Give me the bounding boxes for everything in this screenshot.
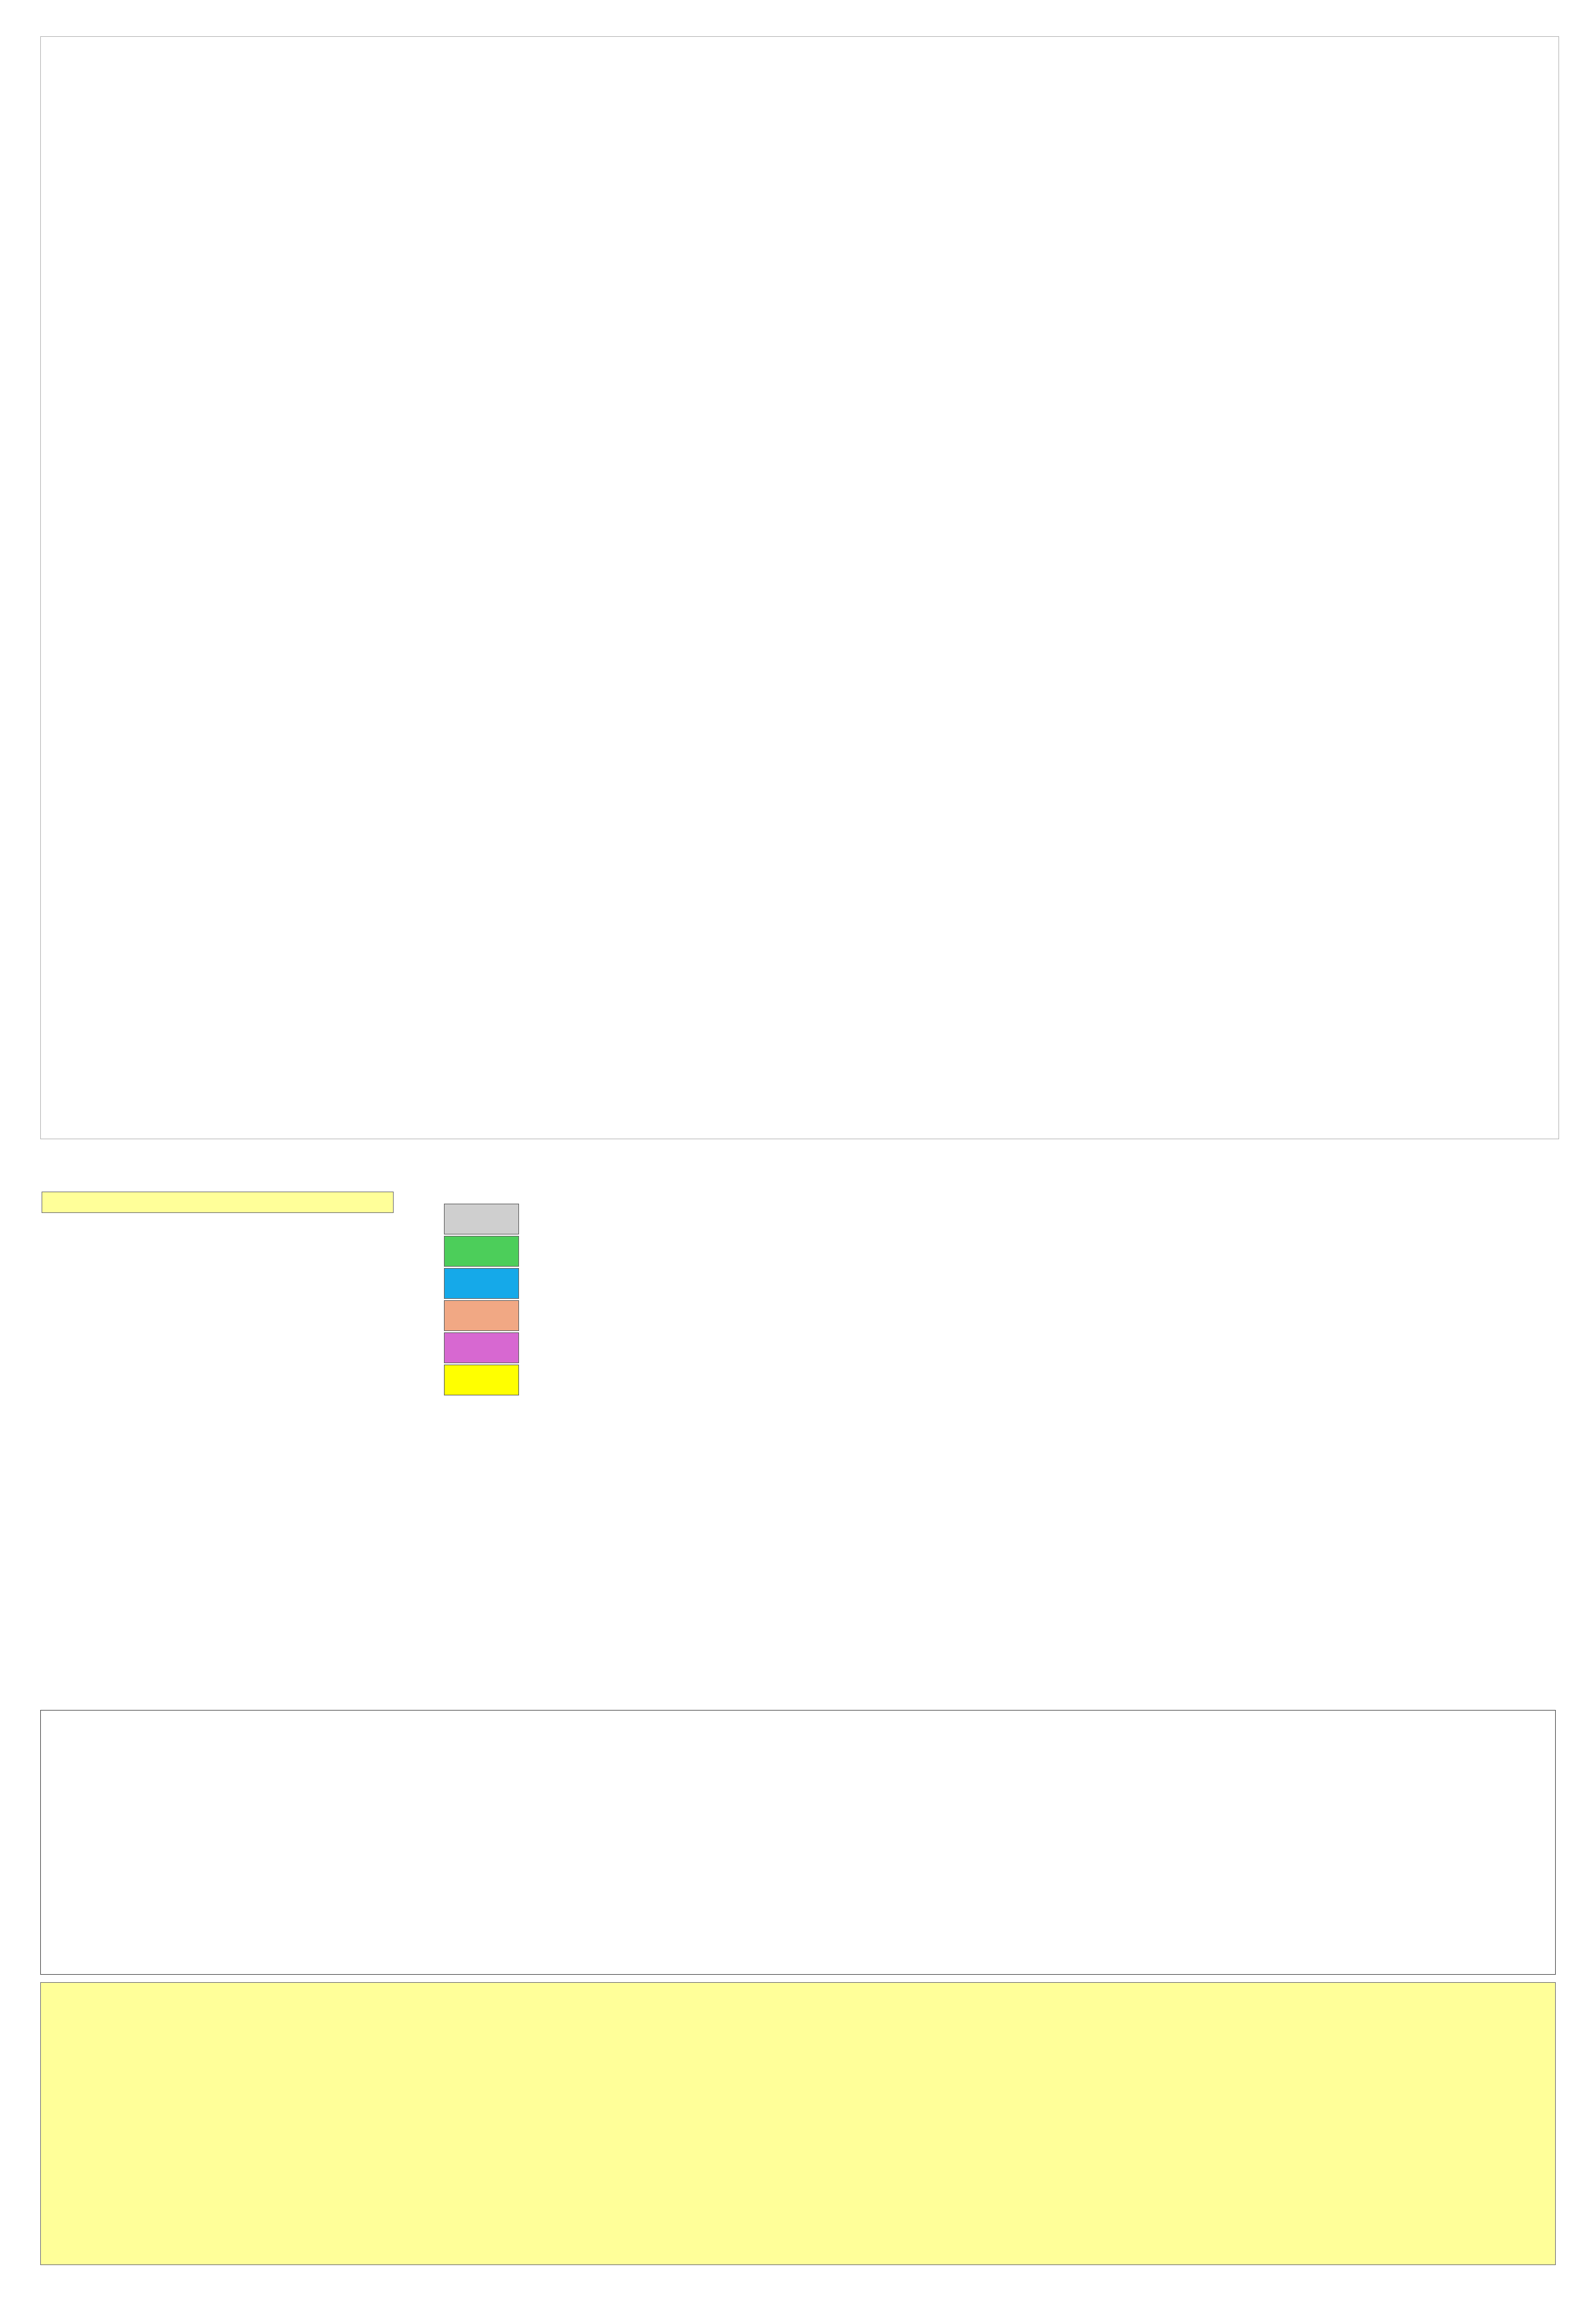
camp-spreadsheet xyxy=(40,36,1559,1139)
legend-swatch-pm xyxy=(444,1332,519,1363)
legend-swatch-partial xyxy=(444,1236,519,1267)
footer-note xyxy=(40,1982,1556,2265)
legend-swatch-weeks xyxy=(444,1204,519,1234)
legend-swatch-am xyxy=(444,1300,519,1331)
legend-swatch-both xyxy=(444,1365,519,1395)
calendar-title xyxy=(42,1192,394,1213)
my-schedule xyxy=(40,1710,1556,1975)
legend-swatch-full xyxy=(444,1268,519,1299)
